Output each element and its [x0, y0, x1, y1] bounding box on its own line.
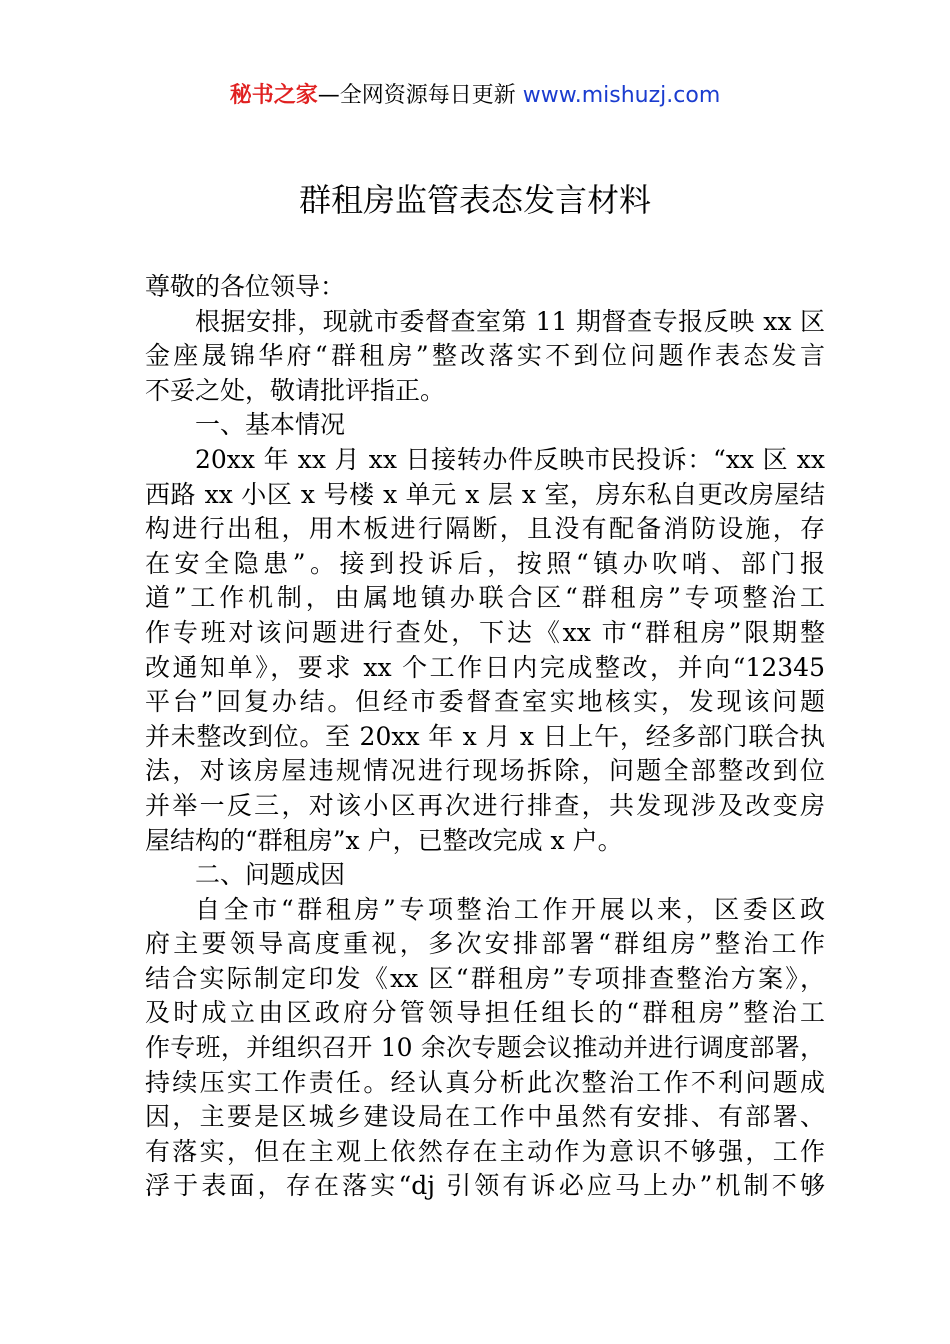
site-header: [0, 80, 950, 112]
paragraph-line: 府主要领导高度重视，多次安排部署“群组房”整治工作: [145, 929, 825, 959]
paragraph-line: 西路 xx 小区 x 号楼 x 单元 x 层 x 室，房东私自更改房屋结: [145, 479, 825, 509]
paragraph-line: 结合实际制定印发《xx 区“群租房”专项排查整治方案》，: [145, 963, 825, 993]
site-brand: 秘书之家: [229, 83, 318, 108]
paragraph-line: 因，主要是区城乡建设局在工作中虽然有安排、有部署、: [145, 1102, 825, 1132]
paragraph-line: 自全市“群租房”专项整治工作开展以来，区委区政: [195, 894, 825, 924]
document-body: [145, 270, 825, 1204]
salutation: 尊敬的各位领导：: [145, 272, 346, 301]
site-url[interactable]: www.mishuzj.com: [522, 83, 721, 108]
paragraph-line: 屋结构的“群租房”x 户，已整改完成 x 户。: [145, 825, 623, 855]
paragraph-line: 有落实，但在主观上依然存在主动作为意识不够强，工作: [145, 1136, 825, 1166]
paragraph-line: 不妥之处，敬请批评指正。: [145, 375, 446, 405]
paragraph-line: 构进行出租，用木板进行隔断，且没有配备消防设施，存: [145, 514, 825, 544]
paragraph-line: 浮于表面，存在落实“dj 引领有诉必应马上办”机制不够: [145, 1171, 825, 1201]
document-title: 群租房监管表态发言材料: [298, 181, 651, 219]
section-heading: 一、基本情况: [195, 410, 346, 440]
paragraph-line: 20xx 年 xx 月 xx 日接转办件反映市民投诉：“xx 区 xx: [195, 444, 825, 474]
paragraph-line: 平台”回复办结。但经市委督查室实地核实，发现该问题: [145, 687, 825, 717]
paragraph-line: 改通知单》，要求 xx 个工作日内完成整改，并向“12345: [145, 652, 825, 682]
paragraph-line: 及时成立由区政府分管领导担任组长的“群租房”整治工: [145, 998, 825, 1028]
paragraph-line: 在安全隐患”。接到投诉后，按照“镇办吹哨、部门报: [145, 548, 825, 578]
site-tagline: —全网资源每日更新: [317, 83, 523, 108]
paragraph-line: 并举一反三，对该小区再次进行排查，共发现涉及改变房: [145, 790, 825, 820]
paragraph-line: 根据安排，现就市委督查室第 11 期督查专报反映 xx 区: [195, 306, 825, 336]
paragraph-line: 道”工作机制，由属地镇办联合区“群租房”专项整治工: [145, 583, 825, 613]
paragraph-line: 作专班对该问题进行查处，下达《xx 市“群租房”限期整: [145, 617, 825, 647]
section-heading: 二、问题成因: [195, 860, 346, 890]
paragraph-line: 并未整改到位。至 20xx 年 x 月 x 日上午，经多部门联合执: [145, 721, 825, 751]
paragraph-line: 持续压实工作责任。经认真分析此次整治工作不利问题成: [145, 1067, 825, 1097]
paragraph-line: 金座晟锦华府“群租房”整改落实不到位问题作表态发言: [145, 341, 825, 371]
paragraph-line: 作专班，并组织召开 10 余次专题会议推动并进行调度部署，: [145, 1033, 825, 1063]
paragraph-line: 法，对该房屋违规情况进行现场拆除，问题全部整改到位: [145, 756, 825, 786]
